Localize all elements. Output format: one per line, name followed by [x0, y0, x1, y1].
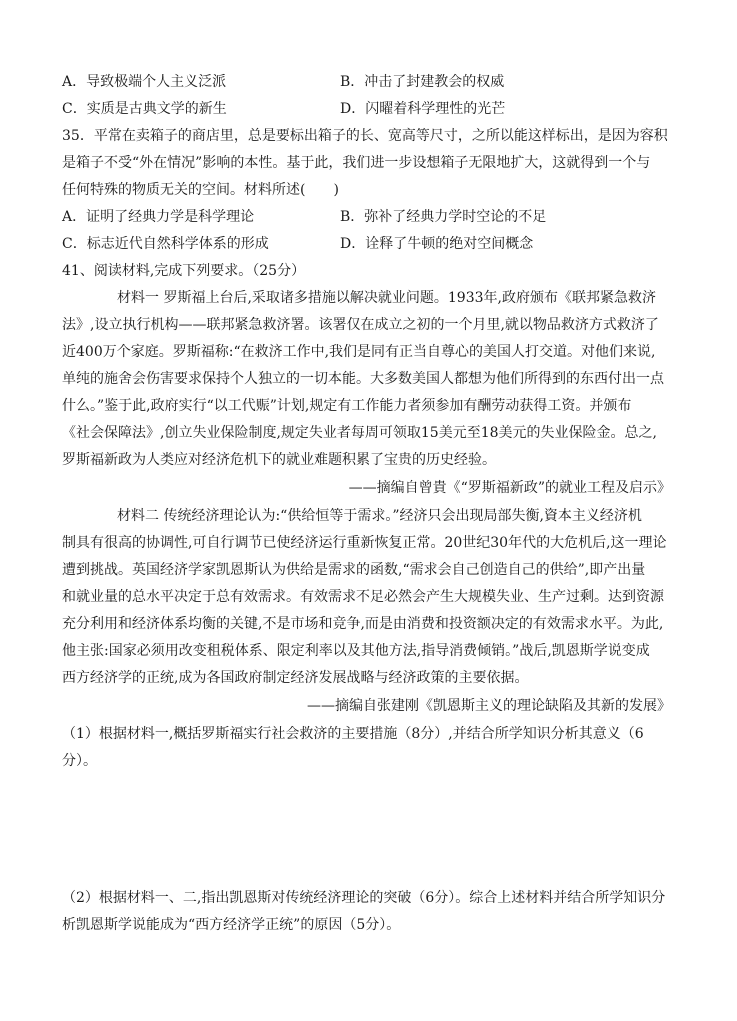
q35-option-d: D．诠释了牛顿的绝对空间概念	[340, 236, 534, 252]
q34-option-b: B．冲击了封建教会的权威	[340, 74, 505, 90]
material-2-line: 他主张:国家必须用改变租税体系、限定利率以及其他方法,指导消费倾销。”战后,凯恩斯学说变成	[62, 643, 650, 659]
material-1-line: 近400万个家庭。罗斯福称:“在救济工作中,我们是同有正当自尊心的美国人打交道。对他们来说,	[62, 344, 656, 360]
material-1-line: 单纯的施舍会伤害要求保持个人独立的一切本能。大多数美国人都想为他们所得到的东西付出一点	[62, 371, 664, 387]
q35-option-c: C．标志近代自然科学体系的形成	[62, 236, 269, 252]
q35-option-b: B．弥补了经典力学时空论的不足	[340, 209, 547, 225]
subquestion-1-line-1: （1）根据材料一,概括罗斯福实行社会救济的主要措施（8分）,并结合所学知识分析其意义（6	[62, 726, 644, 742]
q35-stem-line-1: 35．平常在卖箱子的商店里，总是要标出箱子的长、宽高等尺寸，之所以能这样标出，是因为容积	[62, 128, 668, 144]
q35-stem-line-2: 是箱子不受“外在情况”影响的本性。基于此，我们进一步设想箱子无限地扩大，这就得到一个与	[62, 155, 651, 171]
material-2-line: 材料二 传统经济理论认为:“供给恒等于需求。”经济只会出现局部失衡,資本主义经济机	[117, 508, 642, 524]
material-2-line: 和就业量的总水平决定于总有效需求。有效需求不足必然会产生大规模失业、生产过剩。达到资源	[62, 589, 664, 605]
subquestion-2-line-2: 析凯恩斯学说能成为“西方经济学正统”的原因（5分）。	[62, 917, 401, 933]
subquestion-2-line-1: （2）根据材料一、二,指出凯恩斯对传统经济理论的突破（6分）。综合上述材料并结合所学知识分	[62, 890, 666, 906]
material-1-line: 《社会保障法》,创立失业保险制度,规定失业者每周可领取15美元至18美元的失业保险金。总之,	[62, 425, 657, 441]
q35-stem-line-3: 任何特殊的物质无关的空间。材料所述( )	[62, 182, 339, 198]
material-2-line: 遭到挑战。英国经济学家凯恩斯认为供给是需求的函数,“需求会自己创造自己的供给”,即产出量	[62, 562, 646, 578]
q34-option-c: C．实质是古典文学的新生	[62, 101, 227, 117]
material-1-line: 什么。”鉴于此,政府实行“以工代赈”计划,规定有工作能力者须参加有酬劳动获得工资。并颁布	[62, 398, 632, 414]
q35-option-a: A．证明了经典力学是科学理论	[62, 209, 255, 225]
material-2-line: 制具有很高的协调性,可自行调节已使经济运行重新恢复正常。20世纪30年代的大危机后,这一理论	[62, 535, 667, 551]
q41-header: 41、阅读材料,完成下列要求。（25分）	[62, 263, 306, 279]
material-1-line: 法》,设立执行机构——联邦紧急救济署。该署仅在成立之初的一个月里,就以物品救济方式救济了	[62, 317, 659, 333]
material-1-source: ——摘编自曾貴《“罗斯福新政”的就业工程及启示》	[348, 480, 671, 496]
material-2-source: ——摘编自张建刚《凯恩斯主义的理论缺陷及其新的发展》	[307, 698, 671, 714]
material-2-line: 充分利用和经济体系均衡的关键,不是市场和竞争,而是由消费和投资额决定的有效需求水平。为此,	[62, 616, 664, 632]
material-1-line: 罗斯福新政为人类应对经济危机下的就业难题积累了宝贵的历史经验。	[62, 452, 496, 468]
q34-option-d: D．闪曜着科学理性的光芒	[340, 101, 506, 117]
subquestion-1-line-2: 分）。	[62, 753, 97, 769]
material-2-line: 西方经济学的正统,成为各国政府制定经济发展战略与经济政策的主要依据。	[62, 670, 529, 686]
material-1-line: 材料一 罗斯福上台后,采取诸多措施以解决就业问题。1933年,政府颁布《联邦紧急救济	[117, 290, 656, 306]
q34-option-a: A．导致极端个人主义泛派	[62, 74, 227, 90]
